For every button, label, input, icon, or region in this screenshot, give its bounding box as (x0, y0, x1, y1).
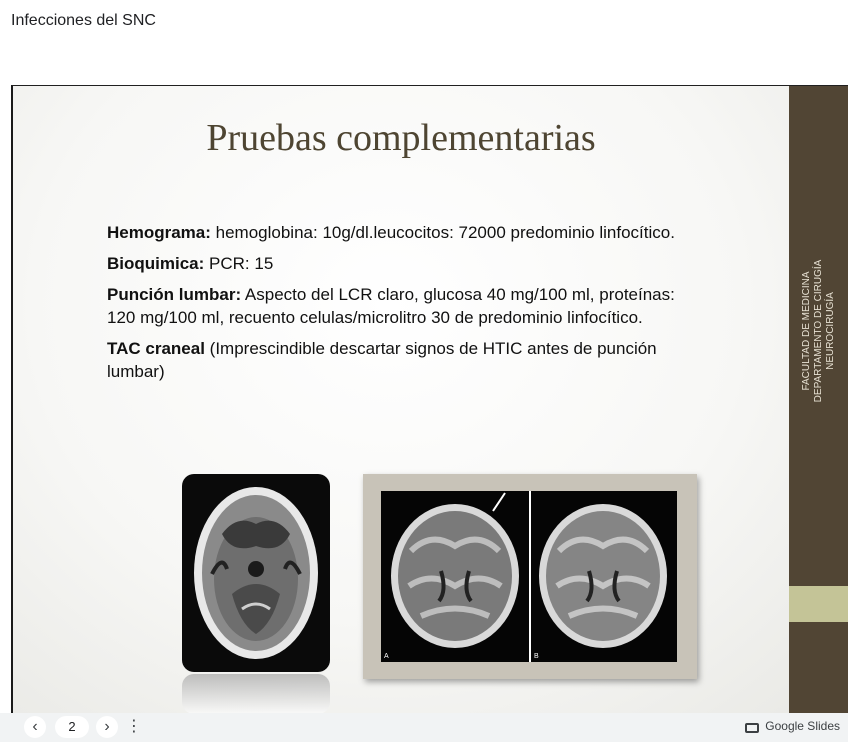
item-label: TAC craneal (107, 339, 205, 358)
previous-slide-button[interactable] (24, 716, 46, 738)
mri-divider (529, 491, 531, 662)
item-text: PCR: 15 (204, 254, 274, 273)
ct-scan-reflection (182, 674, 330, 713)
item-text: (Imprescindible descartar signos de HTIC antes de punción lumbar) (107, 339, 657, 381)
brand-label: Google Slides (765, 719, 840, 733)
chevron-right-icon: › (104, 718, 110, 735)
item-text: hemoglobina: 10g/dl.leucocitos: 72000 predominio linfocítico. (210, 223, 675, 242)
more-options-button[interactable] (126, 716, 140, 738)
sidebar-accent (789, 586, 848, 622)
slide (11, 85, 848, 713)
item-label: Bioquimica: (107, 254, 205, 273)
sidebar-line: DEPARTAMENTO DE CIRUGÍA (813, 259, 824, 403)
next-slide-button[interactable] (96, 716, 118, 738)
google-slides-link[interactable] (745, 719, 840, 733)
item-label: Punción lumbar: (107, 285, 242, 304)
list-item (107, 252, 707, 275)
item-text: Aspecto del LCR claro, glucosa 40 mg/100 ml, proteínas: 120 mg/100 ml, recuento celulas/microlitro 30 de predominio linfocítico. (107, 285, 675, 327)
page-number[interactable]: 2 (55, 716, 89, 738)
slide-sidebar (789, 86, 848, 713)
sidebar-text (801, 260, 837, 403)
slide-body (107, 221, 707, 391)
presentation-toolbar (0, 713, 848, 742)
mri-label-a: A (384, 653, 389, 660)
mri-image-frame (363, 474, 697, 679)
chevron-left-icon: ‹ (32, 718, 38, 735)
more-vert-icon: ⋮ (126, 718, 142, 735)
mri-label-b: B (534, 653, 539, 660)
item-label: Hemograma: (107, 223, 211, 242)
slide-title: Pruebas complementarias (206, 117, 596, 159)
mri-scan-image (381, 491, 677, 662)
sidebar-line: NEUROCIRUGÍA (825, 292, 836, 370)
list-item (107, 221, 707, 244)
sidebar-text-area (789, 86, 848, 586)
sidebar-line: FACULTAD DE MEDICINA (801, 271, 812, 391)
list-item (107, 283, 707, 329)
slides-icon (745, 723, 759, 733)
document-title: Infecciones del SNC (11, 12, 156, 29)
ct-scan-image (182, 474, 330, 672)
list-item (107, 337, 707, 383)
